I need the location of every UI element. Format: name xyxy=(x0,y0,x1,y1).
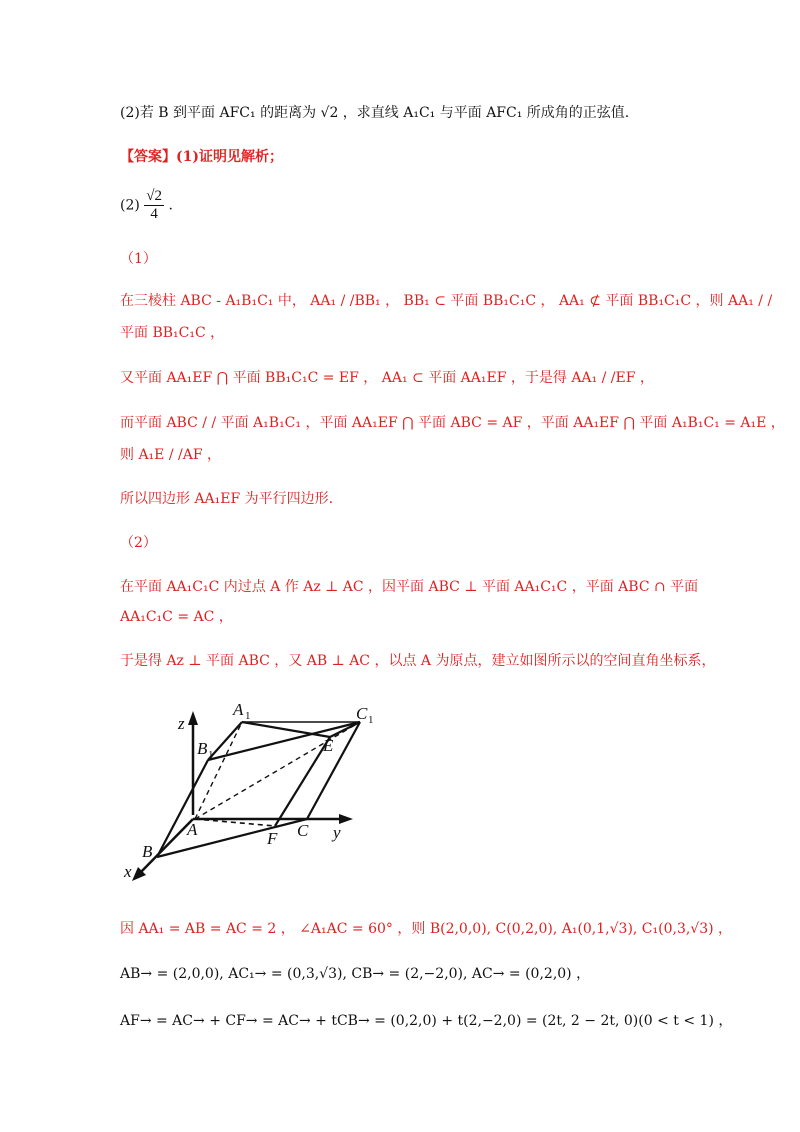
label-B1: B xyxy=(197,739,208,758)
prism-coordinate-figure xyxy=(120,695,400,895)
part2-line1: 在平面 AA₁C₁C 内过点 A 作 Az ⊥ AC ，因平面 ABC ⊥ 平面 AA₁C₁C ，平面 ABC ∩ 平面 xyxy=(120,579,699,595)
answer-fraction xyxy=(144,188,164,223)
part1-line5: 则 A₁E / /AF ， xyxy=(120,447,222,463)
label-A: A xyxy=(187,820,198,839)
question-2: (2)若 B 到平面 AFC₁ 的距离为 √2 ，求直线 A₁C₁ 与平面 AFC₁ 所成角的正弦值. xyxy=(120,105,630,121)
part1-line6: 所以四边形 AA₁EF 为平行四边形. xyxy=(120,491,334,507)
label-F: F xyxy=(267,829,278,848)
part2-line2: AA₁C₁C = AC ， xyxy=(120,609,233,625)
fraction-numerator: √2 xyxy=(146,188,163,204)
dashed-A-C1 xyxy=(195,722,360,819)
label-C: C xyxy=(297,821,309,840)
part1-line4: 而平面 ABC / / 平面 A₁B₁C₁ ，平面 AA₁EF ⋂ 平面 ABC = AF ，平面 AA₁EF ⋂ 平面 A₁B₁C₁ = A₁E ， xyxy=(120,415,785,431)
label-C1-sub: 1 xyxy=(368,714,374,726)
edge-B1-C1 xyxy=(208,722,360,760)
answer-part2 xyxy=(120,188,173,223)
label-x: x xyxy=(124,862,132,881)
answer-part2-prefix: (2) xyxy=(120,197,140,214)
label-A1: A xyxy=(233,700,244,719)
part2-heading: （2） xyxy=(120,535,157,551)
y-axis-arrow xyxy=(339,814,353,824)
label-B: B xyxy=(142,842,153,861)
part2-line6: AF→ = AC→ + CF→ = AC→ + tCB→ = (0,2,0) + t(2,−2,0) = (2t, 2 − 2t, 0)(0 < t < 1) ， xyxy=(120,1013,733,1029)
label-B1-sub: 1 xyxy=(208,749,214,761)
fraction-denominator: 4 xyxy=(150,206,158,222)
z-axis-arrow xyxy=(188,711,198,725)
edge-B-C xyxy=(157,819,307,857)
edge-F-E xyxy=(275,737,330,826)
part1-heading: （1） xyxy=(120,251,157,267)
answer-label: 【答案】 xyxy=(120,149,176,165)
label-A1-sub: 1 xyxy=(245,710,251,722)
label-E: E xyxy=(323,736,334,755)
part2-line4: 因 AA₁ = AB = AC = 2 ， ∠A₁AC = 60° ，则 B(2,0,0), C(0,2,0), A₁(0,1,√3), C₁(0,3,√3) ， xyxy=(120,921,733,937)
part2-line5: AB→ = (2,0,0), AC₁→ = (0,3,√3), CB→ = (2,−2,0), AC→ = (0,2,0) ， xyxy=(120,966,591,982)
part2-line3: 于是得 Az ⊥ 平面 ABC ，又 AB ⊥ AC ，以点 A 为原点，建立如图所示以的空间直角坐标系， xyxy=(120,653,716,669)
part1-line3: 又平面 AA₁EF ⋂ 平面 BB₁C₁C = EF ， AA₁ ⊂ 平面 AA₁EF ，于是得 AA₁ / /EF ， xyxy=(120,370,654,386)
answer-line xyxy=(120,146,283,166)
label-y: y xyxy=(333,823,341,842)
part1-line1: 在三棱柱 ABC - A₁B₁C₁ 中， AA₁ / /BB₁ ， BB₁ ⊂ 平面 BB₁C₁C ， AA₁ ⊄ 平面 BB₁C₁C ，则 AA₁ / / xyxy=(120,293,773,309)
part1-line2: 平面 BB₁C₁C ， xyxy=(120,325,225,341)
label-C1: C xyxy=(356,704,368,723)
label-z: z xyxy=(178,714,185,733)
answer-part2-suffix: . xyxy=(168,197,173,214)
edge-C-C1 xyxy=(307,722,360,819)
answer-part1: (1)证明见解析； xyxy=(176,149,283,165)
edge-A1-E xyxy=(242,722,330,737)
